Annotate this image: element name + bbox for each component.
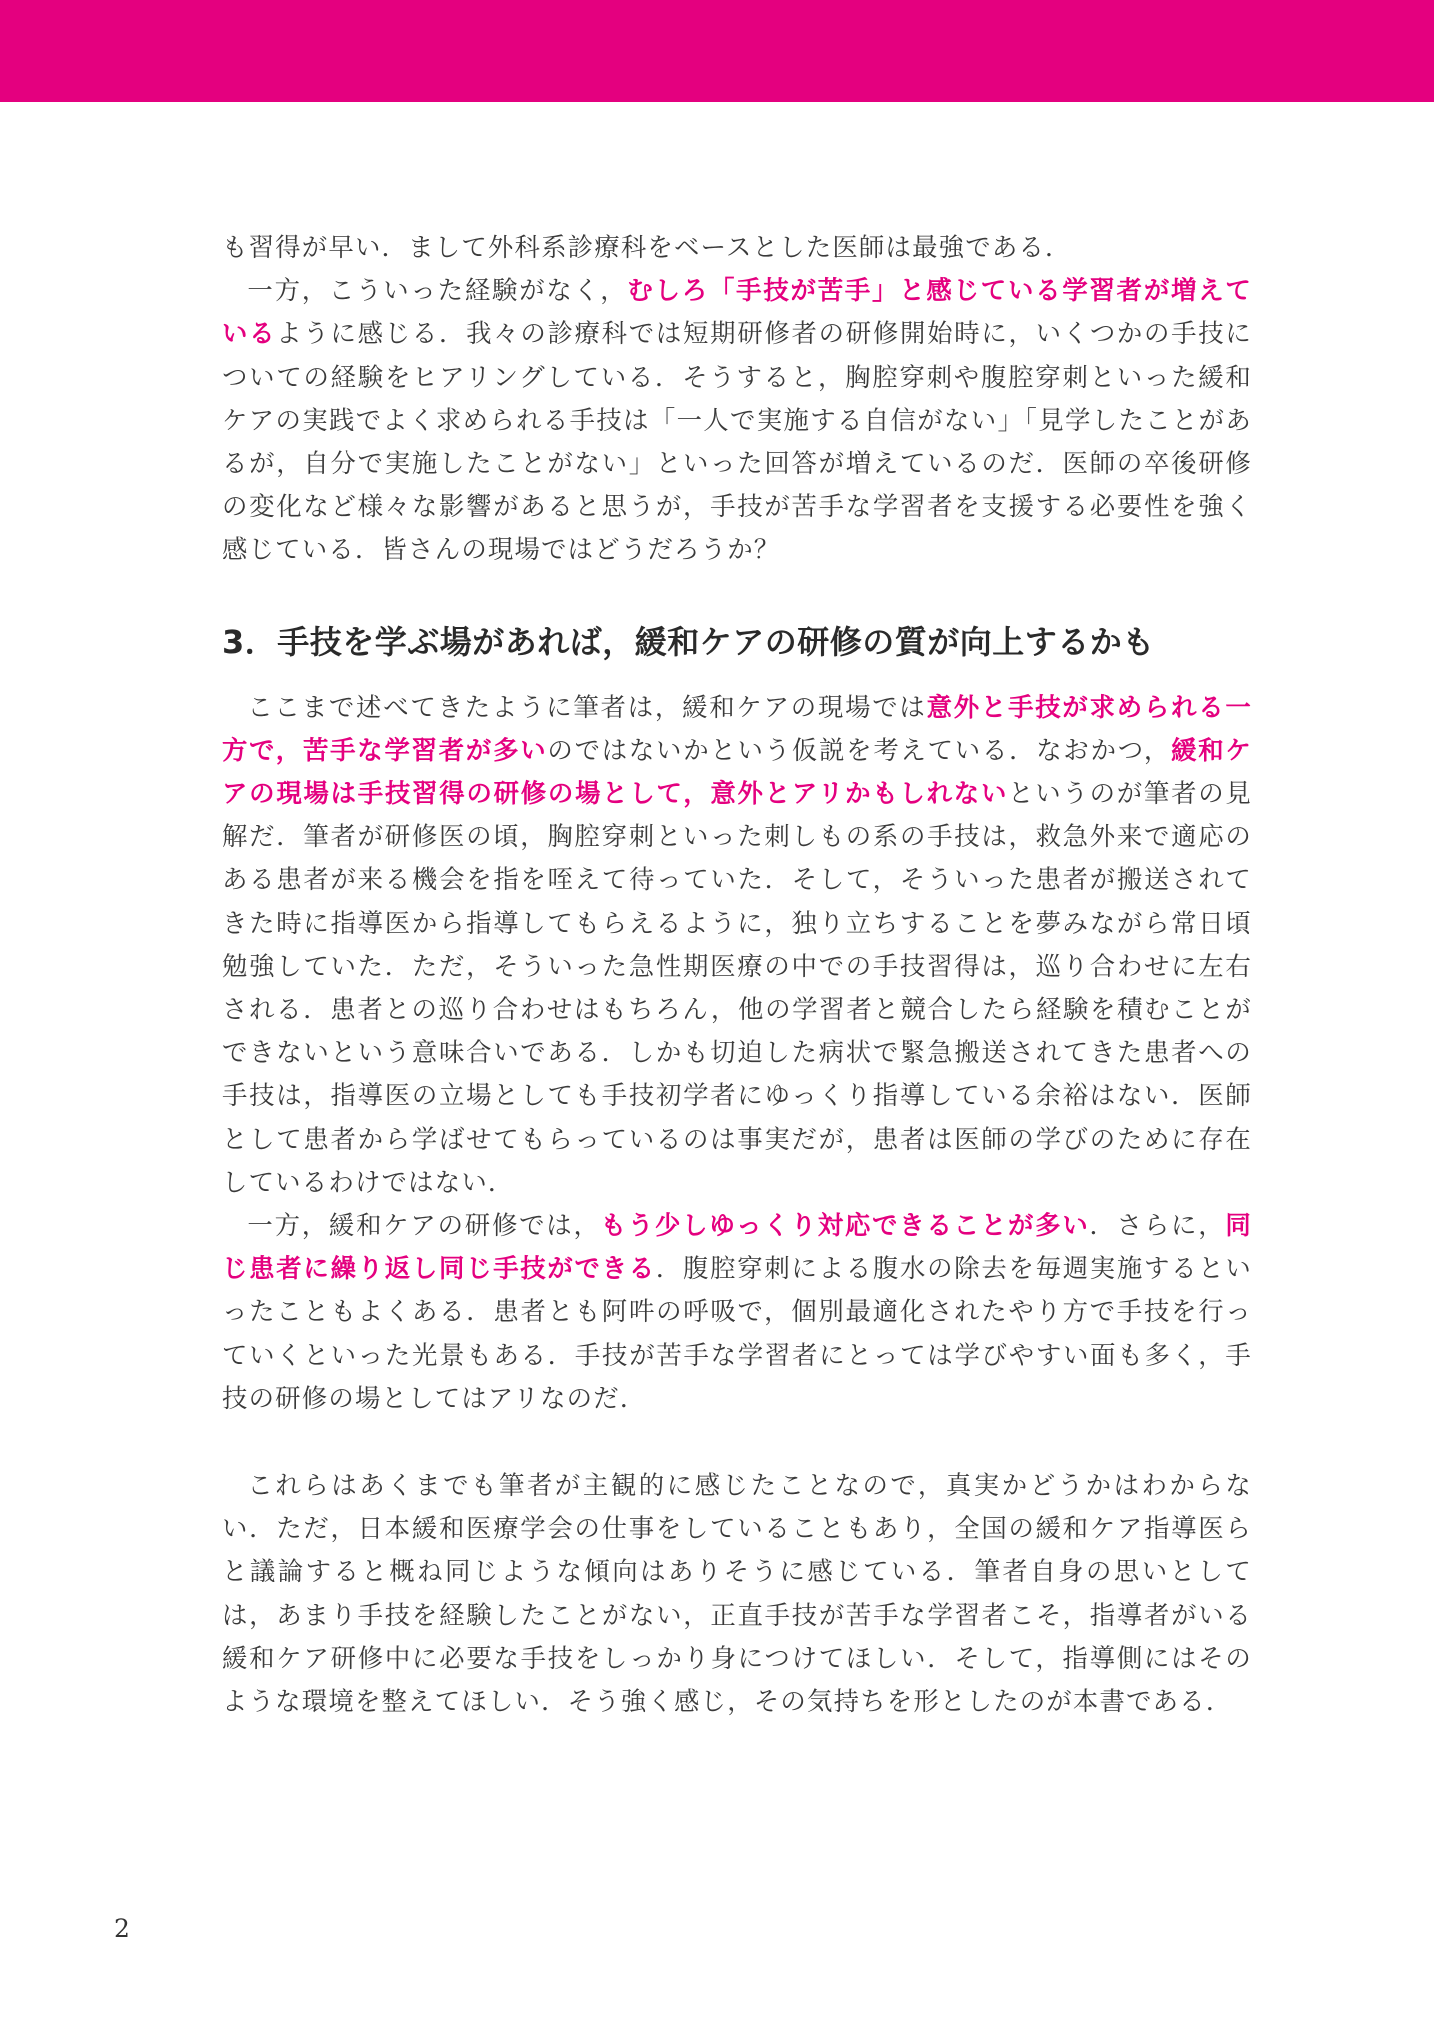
paragraph-5: これらはあくまでも筆者が主観的に感じたことなので，真実かどうかはわからない．ただ，日本緩和医療学会の仕事をしていることもあり，全国の緩和ケア指導医らと議論すると概ね同じような傾向はありそうに感じている．筆者自身の思いとしては，あまり手技を経験したことがない，正直手技が苦手な学習者こそ，指導者がいる緩和ケア研修中に必要な手技をしっかり身につけてほしい．そして，指導側にはそのような環境を整えてほしい．そう強く感じ，その気持ちを形としたのが本書である．: [222, 1470, 1252, 1717]
paragraph-4: [222, 1204, 1252, 1420]
paragraph-3-text-a: ここまで述べてきたように筆者は，緩和ケアの現場では: [247, 691, 927, 722]
paragraph-2-text-b: ように感じる．我々の診療科では短期研修者の研修開始時に，いくつかの手技についての経験をヒアリングしている．そうすると，胸腔穿刺や腹腔穿刺といった緩和ケアの実践でよく求められる手技は「一人で実施する自信がない」「見学したことがあるが，自分で実施したことがない」といった回答が増えているのだ．医師の卒後研修の変化など様々な影響があると思うが，手技が苦手な学習者を支援する必要性を強く感じている．皆さんの現場ではどうだろうか？: [222, 318, 1253, 565]
paragraph-3: [222, 686, 1252, 1204]
highlight-text: もう少しゆっくり対応できることが多い: [600, 1210, 1090, 1241]
highlight-text: 緩和ケアの現場は手技習得の研修の場として，意外とアリかもしれない: [222, 734, 1252, 809]
paragraph-4-text-c: ．腹腔穿刺による腹水の除去を毎週実施するといったこともよくある．患者とも阿吽の呼吸で，個別最適化されたやり方で手技を行っていくといった光景もある．手技が苦手な学習者にとっては学びやすい面も多く，手技の研修の場としてはアリなのだ．: [222, 1253, 1252, 1413]
paragraph-4-text-b: ．さらに，: [1089, 1210, 1226, 1241]
header-color-bar: [0, 0, 1434, 102]
highlight-text: むしろ「手技が苦手」と感じている学習者が増えている: [222, 275, 1252, 349]
paragraph-3-text-b: のではないかという仮説を考えている．なおかつ，: [547, 734, 1172, 765]
paragraph-1: も習得が早い．まして外科系診療科をベースとした医師は最強である．: [222, 232, 1072, 262]
section-heading: 3．手技を学ぶ場があれば，緩和ケアの研修の質が向上するかも: [222, 622, 1155, 661]
paragraph-spacer: [222, 1420, 1252, 1464]
highlight-text: 意外と手技が求められる一方で，苦手な学習者が多い: [222, 691, 1253, 765]
paragraph-2-text-a: 一方，こういった経験がなく，: [247, 275, 628, 306]
paragraph-2: [222, 269, 1252, 571]
highlight-text: 同じ患者に繰り返し同じ手技ができる: [222, 1210, 1252, 1284]
article-body: [222, 226, 1252, 1723]
page-number: 2: [114, 1914, 130, 1943]
paragraph-3-text-c: というのが筆者の見解だ．筆者が研修医の頃，胸腔穿刺といった刺しもの系の手技は，救急外来で適応のある患者が来る機会を指を咥えて待っていた．そして，そういった患者が搬送されてきた時に指導医から指導してもらえるように，独り立ちすることを夢みながら常日頃勉強していた．ただ，そういった急性期医療の中での手技習得は，巡り合わせに左右される．患者との巡り合わせはもちろん，他の学習者と競合したら経験を積むことができないという意味合いである．しかも切迫した病状で緊急搬送されてきた患者への手技は，指導医の立場としても手技初学者にゆっくり指導している余裕はない．医師として患者から学ばせてもらっているのは事実だが，患者は医師の学びのために存在しているわけではない．: [222, 778, 1252, 1197]
paragraph-4-text-a: 一方，緩和ケアの研修では，: [247, 1210, 601, 1241]
